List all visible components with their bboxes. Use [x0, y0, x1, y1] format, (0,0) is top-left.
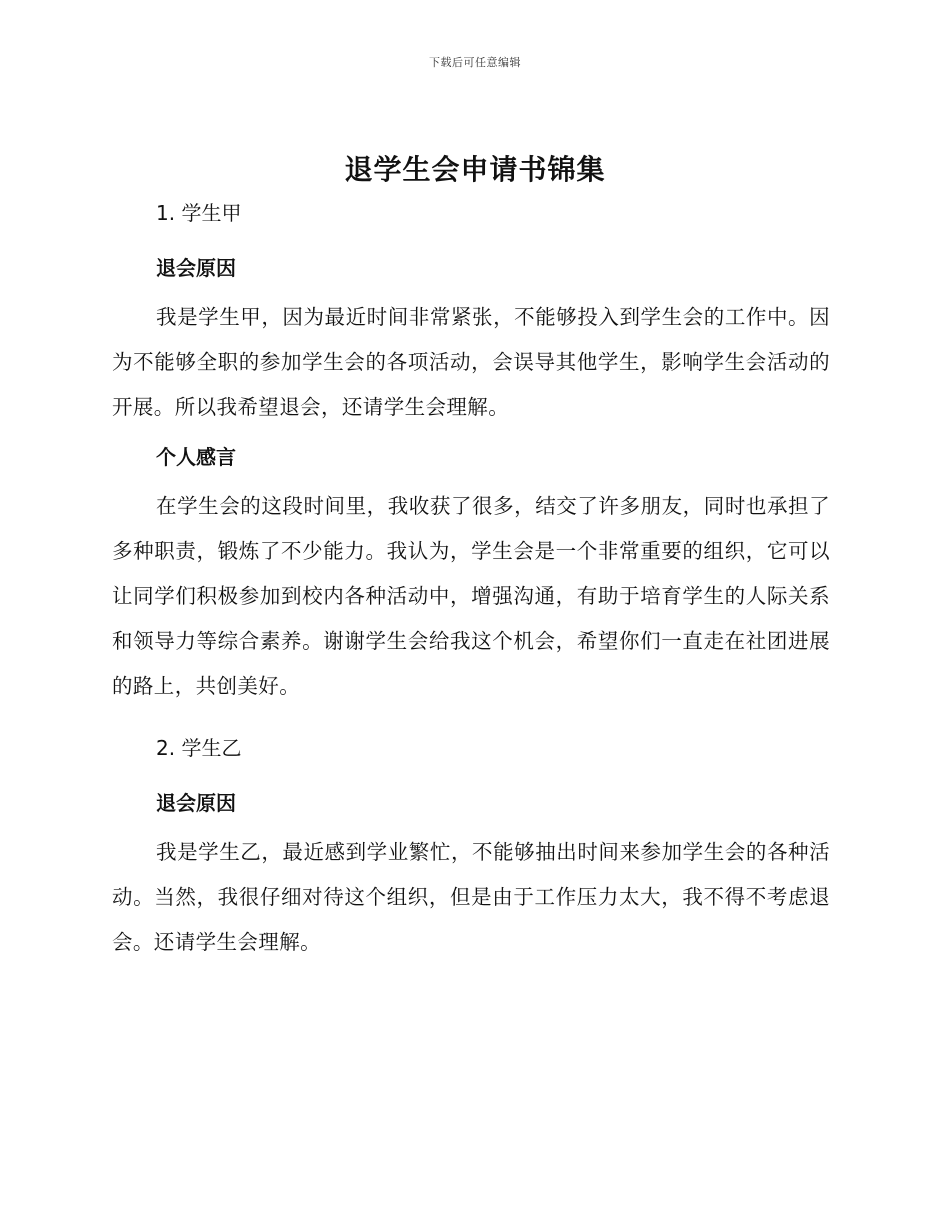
- document-title: 退学生会申请书锦集: [344, 153, 606, 186]
- thoughts-paragraph: 在学生会的这段时间里，我收获了很多，结交了许多朋友，同时也承担了多种职责，锻炼了不少能力。我认为，学生会是一个非常重要的组织，它可以让同学们积极参加到校内各种活动中，增强沟通，有助于培育学生的人际关系和领导力等综合素养。谢谢学生会给我这个机会，希望你们一直走在社团进展的路上，共创美好。: [112, 494, 830, 698]
- page-header-note: 下载后可任意编辑: [429, 56, 521, 69]
- reason-paragraph: 我是学生乙，最近感到学业繁忙，不能够抽出时间来参加学生会的各种活动。当然，我很仔细对待这个组织，但是由于工作压力太大，我不得不考虑退会。还请学生会理解。: [112, 840, 830, 954]
- section-student-a: [112, 196, 830, 709]
- reason-heading: 退会原因: [156, 256, 236, 280]
- reason-paragraph: 我是学生甲，因为最近时间非常紧张，不能够投入到学生会的工作中。因为不能够全职的参加学生会的各项活动，会误导其他学生，影响学生会活动的开展。所以我希望退会，还请学生会理解。: [112, 305, 830, 419]
- document-body: [112, 196, 830, 965]
- reason-heading: 退会原因: [156, 791, 236, 815]
- section-heading: 1. 学生甲: [156, 201, 242, 225]
- section-heading: 2. 学生乙: [156, 736, 242, 760]
- section-student-b: [112, 731, 830, 965]
- thoughts-heading: 个人感言: [156, 445, 236, 469]
